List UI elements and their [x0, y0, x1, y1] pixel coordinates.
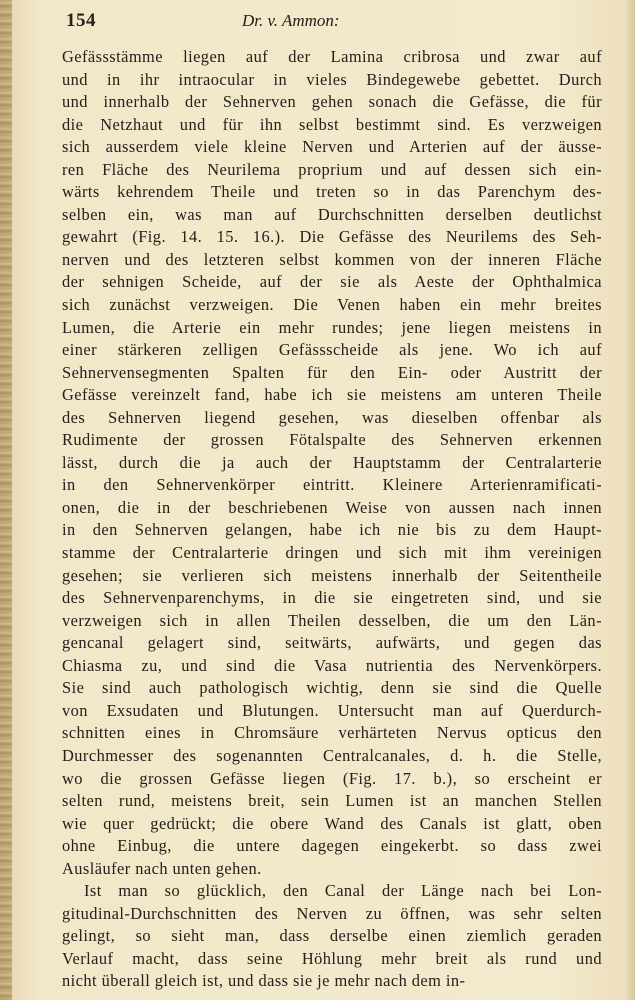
- text-line: einer stärkeren zelligen Gefässscheide als jene. Wo ich auf: [62, 340, 602, 360]
- text-line: gencanal gelagert sind, seitwärts, aufwärts, und gegen das: [62, 633, 602, 653]
- text-line: Verlauf macht, dass seine Höhlung mehr breit als rund und: [62, 948, 602, 968]
- text-line: Gefässstämme liegen auf der Lamina cribrosa und zwar auf: [62, 47, 602, 66]
- text-line: Gefässe vereinzelt fand, habe ich sie meistens am unteren Theile: [62, 385, 602, 405]
- page-binding-edge: [0, 0, 12, 1000]
- text-line: Sehnervensegmenten Spalten für den Ein- oder Austritt der: [62, 362, 602, 382]
- text-line: des Sehnervenparenchyms, in die sie eingetreten sind, und sie: [62, 588, 602, 608]
- text-line: in den Sehnervenkörper eintritt. Kleinere Arterienramificati-: [62, 475, 602, 495]
- text-line: gelingt, so sieht man, dass derselbe einen ziemlich geraden: [62, 926, 602, 946]
- text-line: Durchmesser des sogenannten Centralcanales, d. h. die Stelle,: [62, 745, 602, 765]
- text-line: lässt, durch die ja auch der Hauptstamm der Centralarterie: [62, 452, 602, 472]
- text-line: schnitten eines in Chromsäure verhärteten Nervus opticus den: [62, 723, 602, 743]
- text-line: der sehnigen Scheide, auf der sie als Aeste der Ophthalmica: [62, 272, 602, 292]
- text-line: des Sehnerven liegend gesehen, was dieselben offenbar als: [62, 407, 602, 427]
- text-line: Rudimente der grossen Fötalspalte des Sehnerven erkennen: [62, 430, 602, 450]
- text-line: onen, die in der beschriebenen Weise von aussen nach innen: [62, 497, 602, 517]
- text-line: nicht überall gleich ist, und dass sie je mehr nach dem in-: [62, 971, 466, 991]
- text-line: sich ausserdem viele kleine Nerven und Arterien auf der äusse-: [62, 137, 602, 157]
- text-line: Lumen, die Arterie ein mehr rundes; jene liegen meistens in: [62, 317, 602, 337]
- page-header: [66, 10, 602, 36]
- text-line: in den Sehnerven gelangen, habe ich nie bis zu dem Haupt-: [62, 520, 602, 540]
- text-line: stamme der Centralarterie dringen und sich mit ihm vereinigen: [62, 543, 602, 563]
- text-line: Chiasma zu, und sind die Vasa nutrientia des Nervenkörpers.: [62, 655, 602, 675]
- text-line: von Exsudaten und Blutungen. Untersucht man auf Querdurch-: [62, 700, 602, 720]
- text-line: und in ihr intraocular in vieles Bindegewebe gebettet. Durch: [62, 69, 602, 89]
- text-line: sich zunächst verzweigen. Die Venen haben ein mehr breites: [62, 295, 602, 315]
- text-line: die Netzhaut und für ihn selbst bestimmt sind. Es verzweigen: [62, 114, 602, 134]
- text-line: wo die grossen Gefässe liegen (Fig. 17. b.), so erscheint er: [62, 768, 602, 788]
- text-line: Ist man so glücklich, den Canal der Länge nach bei Lon-: [84, 881, 602, 901]
- text-line: gitudinal-Durchschnitten des Nerven zu öffnen, was sehr selten: [62, 903, 602, 923]
- running-head: Dr. v. Ammon:: [242, 11, 340, 30]
- text-line: selben ein, was man auf Durchschnitten derselben deutlichst: [62, 204, 602, 224]
- text-line: wärts kehrendem Theile und treten so in das Parenchym des-: [62, 182, 602, 202]
- text-line: wie quer gedrückt; die obere Wand des Canals ist glatt, oben: [62, 813, 602, 833]
- page-number: 154: [66, 10, 96, 31]
- text-line: ren Fläche des Neurilema proprium und auf dessen sich ein-: [62, 159, 602, 179]
- text-line: und innerhalb der Sehnerven gehen sonach die Gefässe, die für: [62, 92, 602, 112]
- text-line: selten rund, meistens breit, sein Lumen ist an manchen Stellen: [62, 791, 602, 811]
- text-line: nerven und des letzteren selbst kommen von der inneren Fläche: [62, 249, 602, 269]
- body-text: [62, 46, 602, 993]
- text-line: Ausläufer nach unten gehen.: [62, 858, 262, 878]
- text-line: gesehen; sie verlieren sich meistens innerhalb der Seitentheile: [62, 565, 602, 585]
- text-line: Sie sind auch pathologisch wichtig, denn sie sind die Quelle: [62, 678, 602, 698]
- text-line: ohne Einbug, die untere dagegen eingekerbt. so dass zwei: [62, 836, 602, 856]
- text-line: gewahrt (Fig. 14. 15. 16.). Die Gefässe des Neurilems des Seh-: [62, 227, 602, 247]
- text-line: verzweigen sich in allen Theilen desselben, die um den Län-: [62, 610, 602, 630]
